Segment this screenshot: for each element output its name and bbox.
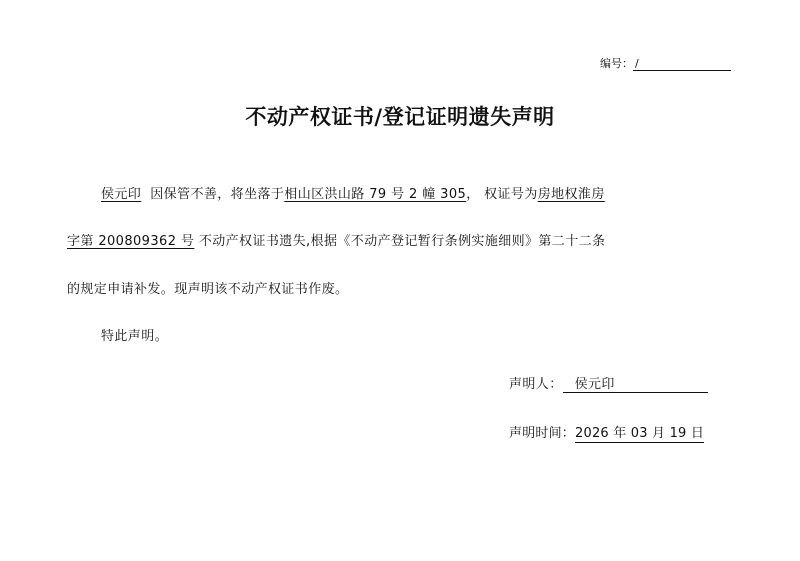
closing-statement: 特此声明。 bbox=[101, 329, 169, 344]
body-line-1 bbox=[101, 183, 605, 202]
body-line-3: 的规定申请补发。现声明该不动产权证书作废。 bbox=[67, 282, 349, 297]
serial-value: / bbox=[633, 57, 731, 71]
declarant-name: 侯元印 bbox=[101, 187, 142, 202]
declarant-value: 侯元印 bbox=[563, 373, 708, 393]
document-title: 不动产权证书/登记证明遗失声明 bbox=[245, 104, 555, 129]
date-label: 声明时间： bbox=[509, 426, 576, 441]
property-location: 相山区洪山路 79 号 2 幢 305 bbox=[284, 187, 467, 202]
body-text-3: 不动产权证书遗失,根据《不动产登记暂行条例实施细则》第二十二条 bbox=[198, 234, 606, 249]
body-line-2 bbox=[67, 230, 605, 249]
declarant-label: 声明人： bbox=[509, 377, 563, 392]
certificate-number-part1: 房地权淮房 bbox=[537, 187, 605, 202]
declarant-signature-line bbox=[509, 373, 708, 393]
body-text-1: 因保管不善，将坐落于 bbox=[150, 187, 285, 202]
certificate-number-part2: 字第 200809362 号 bbox=[67, 234, 195, 249]
declaration-date-line bbox=[509, 422, 704, 441]
serial-number bbox=[600, 55, 731, 71]
body-text-2: ， 权证号为 bbox=[466, 187, 538, 202]
serial-label: 编号： bbox=[600, 57, 633, 70]
date-value: 2026 年 03 月 19 日 bbox=[575, 426, 705, 441]
